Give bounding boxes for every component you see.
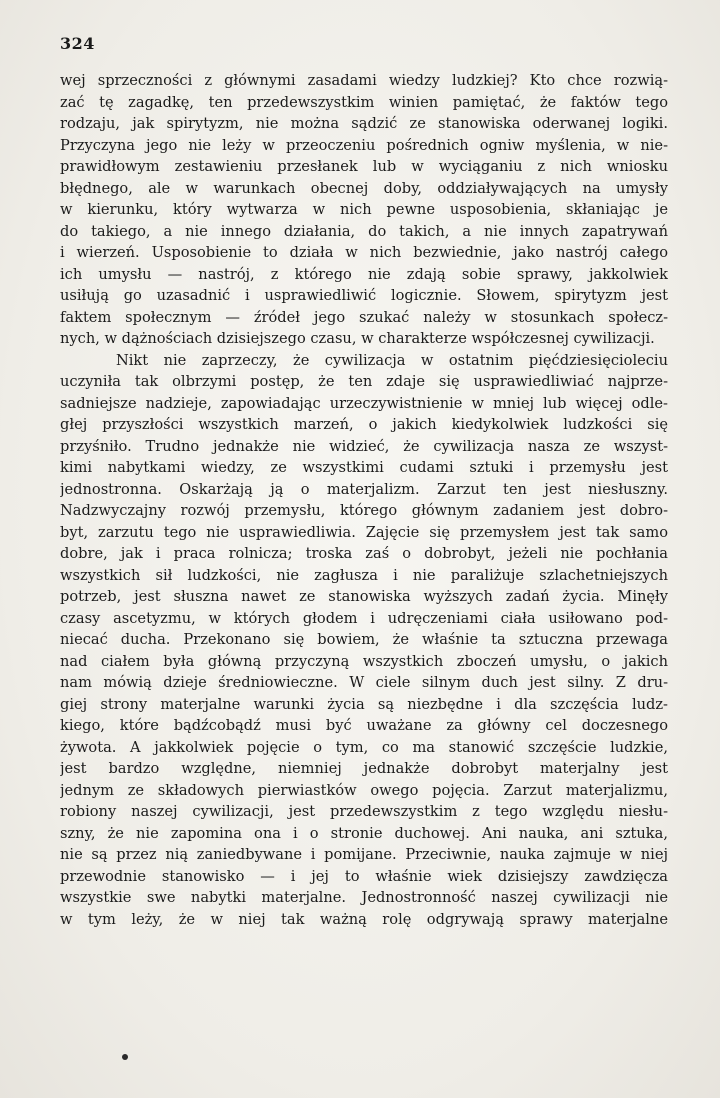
text-line: ich umysłu — nastrój, z którego nie zdają sobie sprawy, jakkolwiek bbox=[60, 265, 668, 283]
text-line: błędnego, ale w warunkach obecnej doby, oddziaływających na umysły bbox=[60, 179, 668, 197]
text-line: żywota. A jakkolwiek pojęcie o tym, co ma stanowić szczęście ludzkie, bbox=[60, 738, 668, 756]
text-line: uczyniła tak olbrzymi postęp, że ten zdaje się usprawiedliwiać najprze- bbox=[60, 373, 668, 390]
text-line: potrzeb, jest słuszna nawet ze stanowiska wyższych zadań życia. Minęły bbox=[60, 588, 668, 605]
page-number: 324 bbox=[60, 34, 95, 53]
text-line: byt, zarzutu tego nie usprawiedliwia. Zajęcie się przemysłem jest tak samo bbox=[60, 523, 668, 541]
text-line: robiony naszej cywilizacji, jest przedewszystkim z tego względu niesłu- bbox=[60, 803, 668, 820]
text-line: i wierzeń. Usposobienie to działa w nich bezwiednie, jako nastrój całego bbox=[60, 244, 668, 261]
text-line: do takiego, a nie innego działania, do takich, a nie innych zapatrywań bbox=[60, 222, 668, 240]
text-line: wszystkie swe nabytki materjalne. Jednostronność naszej cywilizacji nie bbox=[60, 889, 668, 906]
ink-dot-mark bbox=[122, 1054, 128, 1060]
text-line: w tym leży, że w niej tak ważną rolę odgrywają sprawy materjalne bbox=[60, 910, 668, 928]
text-line: sadniejsze nadzieje, zapowiadając urzeczywistnienie w mniej lub więcej odle- bbox=[60, 394, 668, 412]
text-line: wszystkich sił ludzkości, nie zagłusza i nie paraliżuje szlachetniejszych bbox=[60, 566, 668, 584]
text-line: przyśniło. Trudno jednakże nie widzieć, że cywilizacja nasza ze wszyst- bbox=[60, 437, 668, 455]
text-line: szny, że nie zapomina ona i o stronie duchowej. Ani nauka, ani sztuka, bbox=[60, 824, 668, 842]
text-line: rodzaju, jak spirytyzm, nie można sądzić ze stanowiska oderwanej logiki. bbox=[60, 115, 668, 132]
text-line: Przyczyna jego nie leży w przeoczeniu pośrednich ogniw myślenia, w nie- bbox=[60, 136, 668, 154]
text-line: jednym ze składowych pierwiastków owego pojęcia. Zarzut materjalizmu, bbox=[60, 781, 668, 799]
text-line: zać tę zagadkę, ten przedewszystkim winien pamiętać, że faktów tego bbox=[60, 93, 668, 111]
text-line: wej sprzeczności z głównymi zasadami wiedzy ludzkiej? Kto chce rozwią- bbox=[60, 72, 668, 89]
text-line: nam mówią dzieje średniowieczne. W ciele silnym duch jest silny. Z dru- bbox=[60, 674, 668, 691]
text-line: prawidłowym zestawieniu przesłanek lub w wyciąganiu z nich wniosku bbox=[60, 158, 668, 175]
text-line: Nikt nie zaprzeczy, że cywilizacja w ostatnim pięćdziesięcioleciu bbox=[116, 351, 668, 369]
text-line: jest bardzo względne, niemniej jednakże dobrobyt materjalny jest bbox=[60, 760, 668, 777]
text-line: faktem społecznym — źródeł jego szukać należy w stosunkach społecz- bbox=[60, 308, 668, 326]
text-line: czasy ascetyzmu, w których głodem i udręczeniami ciała usiłowano pod- bbox=[60, 609, 668, 627]
text-line: niecać ducha. Przekonano się bowiem, że właśnie ta sztuczna przewaga bbox=[60, 631, 668, 648]
text-line: nie są przez nią zaniedbywane i pomijane. Przeciwnie, nauka zajmuje w niej bbox=[60, 846, 668, 863]
text-line: przewodnie stanowisko — i jej to właśnie wiek dzisiejszy zawdzięcza bbox=[60, 867, 668, 885]
text-line: kimi nabytkami wiedzy, ze wszystkimi cudami sztuki i przemysłu jest bbox=[60, 459, 668, 476]
text-line: w kierunku, który wytwarza w nich pewne usposobienia, skłaniając je bbox=[60, 201, 668, 218]
text-line: kiego, które bądźcobądź musi być uważane za główny cel doczesnego bbox=[60, 717, 668, 734]
text-line: dobre, jak i praca rolnicza; troska zaś o dobrobyt, jeżeli nie pochłania bbox=[60, 545, 668, 562]
text-line: nych, w dążnościach dzisiejszego czasu, w charakterze współczesnej cywilizacji. bbox=[60, 330, 655, 347]
text-line: jednostronna. Oskarżają ją o materjalizm. Zarzut ten jest niesłuszny. bbox=[60, 480, 668, 498]
text-line: giej strony materjalne warunki życia są niezbędne i dla szczęścia ludz- bbox=[60, 695, 668, 713]
text-line: usiłują go uzasadnić i usprawiedliwić logicznie. Słowem, spirytyzm jest bbox=[60, 287, 668, 304]
body-text bbox=[60, 70, 668, 930]
text-line: Nadzwyczajny rozwój przemysłu, którego głównym zadaniem jest dobro- bbox=[60, 502, 668, 519]
text-line: nad ciałem była główną przyczyną wszystkich zboczeń umysłu, o jakich bbox=[60, 652, 668, 670]
text-line: głej przyszłości wszystkich marzeń, o jakich kiedykolwiek ludzkości się bbox=[60, 416, 668, 433]
